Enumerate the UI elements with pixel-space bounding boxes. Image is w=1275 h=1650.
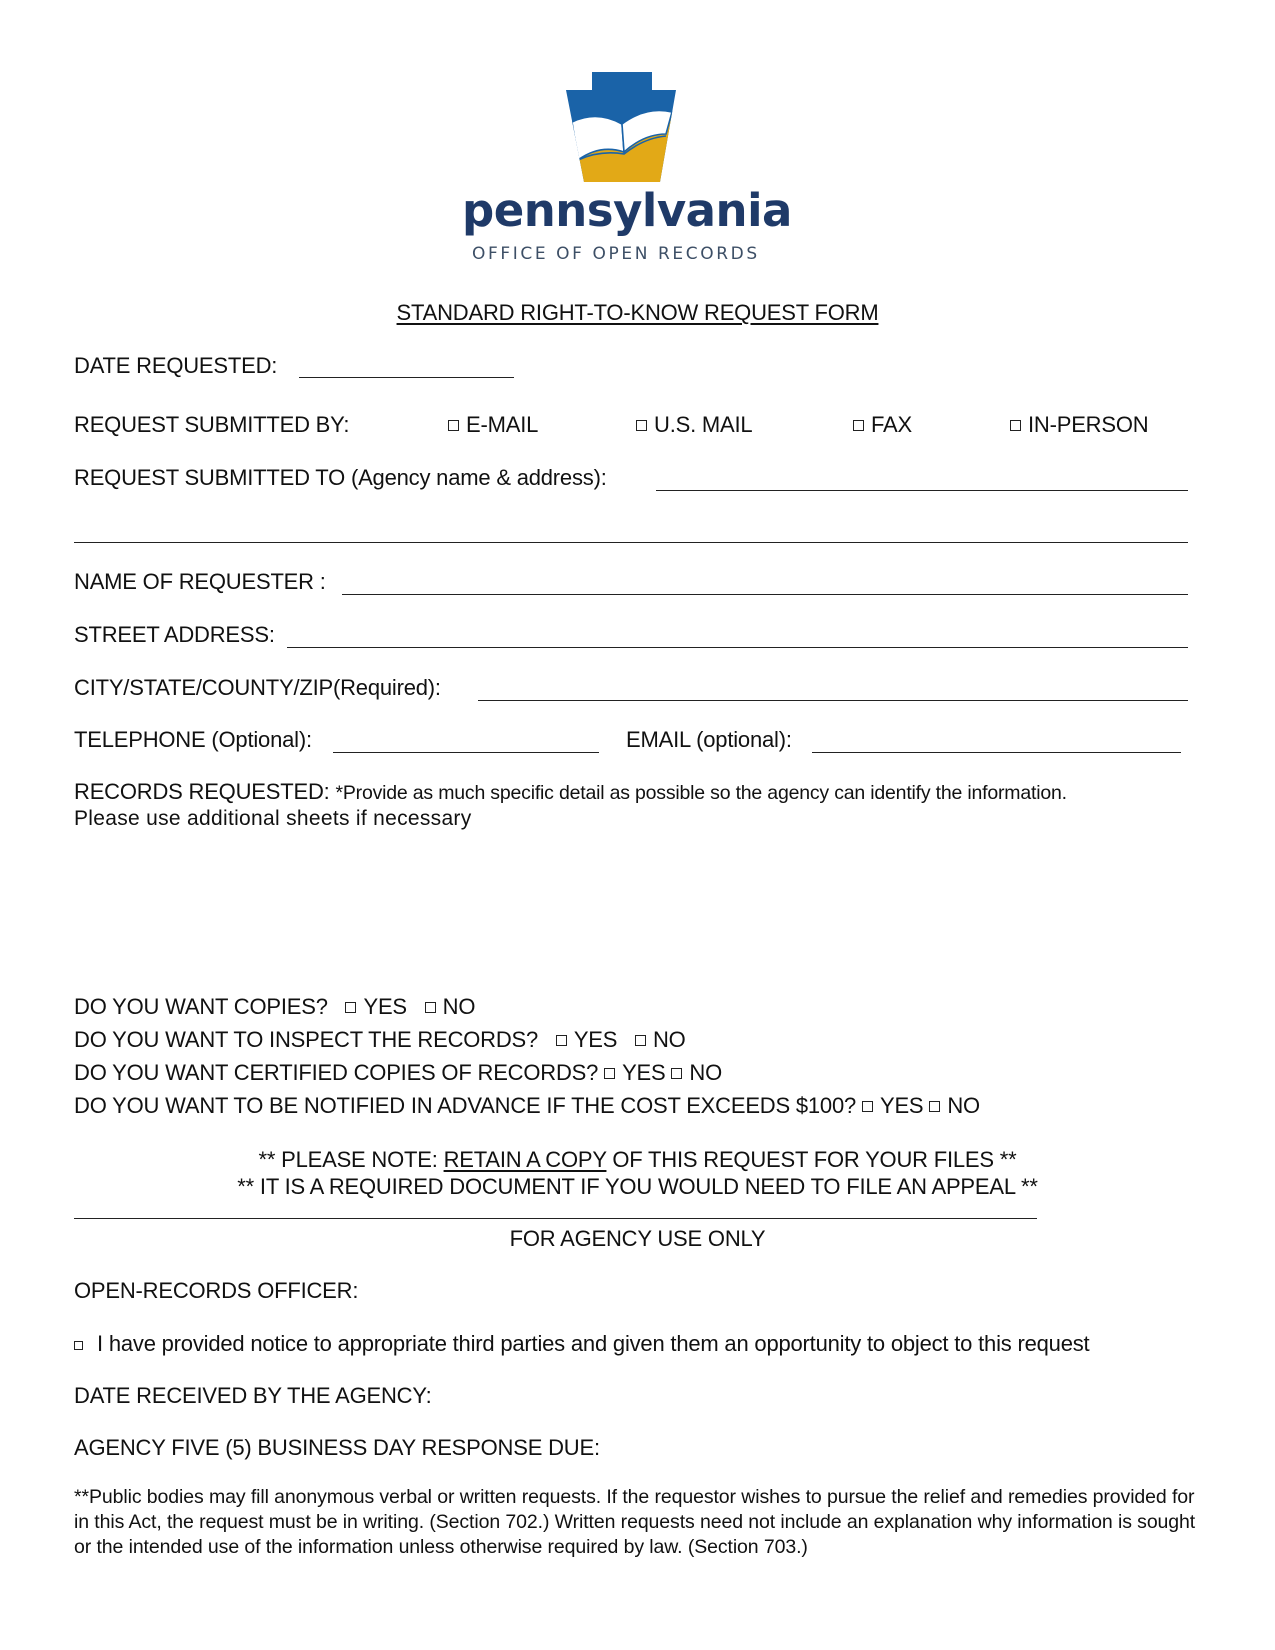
option-email[interactable] bbox=[448, 412, 538, 438]
date-requested-field[interactable] bbox=[299, 355, 514, 378]
email-field[interactable] bbox=[812, 730, 1181, 753]
keystone-book-icon bbox=[562, 72, 680, 186]
question-notify-cost bbox=[74, 1093, 980, 1119]
notify-no-label: NO bbox=[947, 1093, 980, 1118]
note-suffix: OF THIS REQUEST FOR YOUR FILES ** bbox=[606, 1147, 1017, 1172]
inspect-yes-label: YES bbox=[573, 1027, 618, 1052]
option-us-mail-label: U.S. MAIL bbox=[654, 412, 753, 437]
certified-yes-label: YES bbox=[622, 1060, 666, 1085]
in-person-checkbox[interactable] bbox=[1010, 420, 1021, 431]
note-underlined: RETAIN A COPY bbox=[443, 1147, 607, 1172]
name-label: NAME OF REQUESTER : bbox=[74, 569, 326, 594]
copies-no-label: NO bbox=[442, 994, 476, 1019]
question-inspect bbox=[74, 1027, 686, 1053]
question-certified-text: DO YOU WANT CERTIFIED COPIES OF RECORDS? bbox=[74, 1060, 599, 1085]
agency-use-heading: FOR AGENCY USE ONLY bbox=[509, 1226, 766, 1251]
option-fax-label: FAX bbox=[871, 412, 912, 437]
agency-divider bbox=[74, 1218, 1037, 1219]
legal-footnote: **Public bodies may fill anonymous verbal or written requests. If the requestor wishes to pursue the relief and remedies provided for in this Act, the request must be in writing. (Section 702.) Written requests need not include an explanation why information is sought or the intended use of the information unless otherwise required by law. (Section 703.) bbox=[74, 1486, 1196, 1558]
question-copies-text: DO YOU WANT COPIES? bbox=[74, 994, 328, 1019]
response-due-label: AGENCY FIVE (5) BUSINESS DAY RESPONSE DUE: bbox=[74, 1435, 600, 1460]
appeal-note: ** IT IS A REQUIRED DOCUMENT IF YOU WOULD NEED TO FILE AN APPEAL ** bbox=[237, 1174, 1038, 1199]
logo-subtitle: OFFICE OF OPEN RECORDS bbox=[472, 244, 760, 264]
certified-no-checkbox[interactable] bbox=[671, 1068, 682, 1079]
records-instructions-line2: Please use additional sheets if necessary bbox=[74, 807, 472, 830]
option-fax[interactable] bbox=[853, 412, 912, 438]
copies-no-checkbox[interactable] bbox=[425, 1002, 436, 1013]
street-field[interactable] bbox=[287, 625, 1188, 648]
city-field[interactable] bbox=[478, 678, 1188, 701]
note-prefix: ** PLEASE NOTE: bbox=[258, 1147, 444, 1172]
inspect-yes-checkbox[interactable] bbox=[556, 1035, 567, 1046]
street-label: STREET ADDRESS: bbox=[74, 622, 275, 647]
telephone-label: TELEPHONE (Optional): bbox=[74, 727, 312, 752]
third-party-text: I have provided notice to appropriate third parties and given them an opportunity to object to this request bbox=[97, 1331, 1090, 1356]
officer-label: OPEN-RECORDS OFFICER: bbox=[74, 1278, 359, 1303]
copies-yes-label: YES bbox=[363, 994, 407, 1019]
notify-yes-checkbox[interactable] bbox=[862, 1101, 873, 1112]
inspect-no-checkbox[interactable] bbox=[635, 1035, 646, 1046]
name-field[interactable] bbox=[342, 572, 1188, 595]
option-in-person-label: IN-PERSON bbox=[1028, 412, 1149, 437]
option-in-person[interactable] bbox=[1010, 412, 1148, 438]
question-copies bbox=[74, 994, 475, 1020]
submitted-to-label: REQUEST SUBMITTED TO (Agency name & address): bbox=[74, 465, 607, 490]
option-us-mail[interactable] bbox=[636, 412, 752, 438]
option-email-label: E-MAIL bbox=[466, 412, 539, 437]
question-notify-cost-text: DO YOU WANT TO BE NOTIFIED IN ADVANCE IF THE COST EXCEEDS $100? bbox=[74, 1093, 857, 1118]
fax-checkbox[interactable] bbox=[853, 420, 864, 431]
records-label: RECORDS REQUESTED: bbox=[74, 779, 330, 804]
copies-yes-checkbox[interactable] bbox=[345, 1002, 356, 1013]
notify-no-checkbox[interactable] bbox=[929, 1101, 940, 1112]
records-requested-area[interactable] bbox=[74, 840, 1188, 980]
submitted-to-field-line2[interactable] bbox=[74, 520, 1188, 543]
submitted-by-label: REQUEST SUBMITTED BY: bbox=[74, 412, 350, 437]
records-instructions: *Provide as much specific detail as possible so the agency can identify the information. bbox=[335, 782, 1067, 804]
telephone-field[interactable] bbox=[333, 730, 599, 753]
logo-wordmark: pennsylvania bbox=[462, 184, 792, 237]
third-party-notice bbox=[74, 1331, 1089, 1357]
retain-copy-note bbox=[0, 1147, 1275, 1173]
inspect-no-label: NO bbox=[652, 1027, 686, 1052]
notify-yes-label: YES bbox=[879, 1093, 924, 1118]
records-requested-header bbox=[74, 779, 1067, 806]
question-certified bbox=[74, 1060, 722, 1086]
submitted-to-field[interactable] bbox=[656, 468, 1188, 491]
date-requested-label: DATE REQUESTED: bbox=[74, 353, 278, 378]
city-label: CITY/STATE/COUNTY/ZIP(Required): bbox=[74, 675, 441, 700]
form-title-wrap bbox=[0, 300, 1275, 326]
question-inspect-text: DO YOU WANT TO INSPECT THE RECORDS? bbox=[74, 1027, 539, 1052]
email-label: EMAIL (optional): bbox=[626, 727, 792, 752]
certified-no-label: NO bbox=[689, 1060, 723, 1085]
certified-yes-checkbox[interactable] bbox=[604, 1068, 615, 1079]
email-checkbox[interactable] bbox=[448, 420, 459, 431]
form-title: STANDARD RIGHT-TO-KNOW REQUEST FORM bbox=[396, 300, 879, 325]
date-received-label: DATE RECEIVED BY THE AGENCY: bbox=[74, 1383, 432, 1408]
third-party-checkbox[interactable] bbox=[74, 1341, 83, 1350]
us-mail-checkbox[interactable] bbox=[636, 420, 647, 431]
